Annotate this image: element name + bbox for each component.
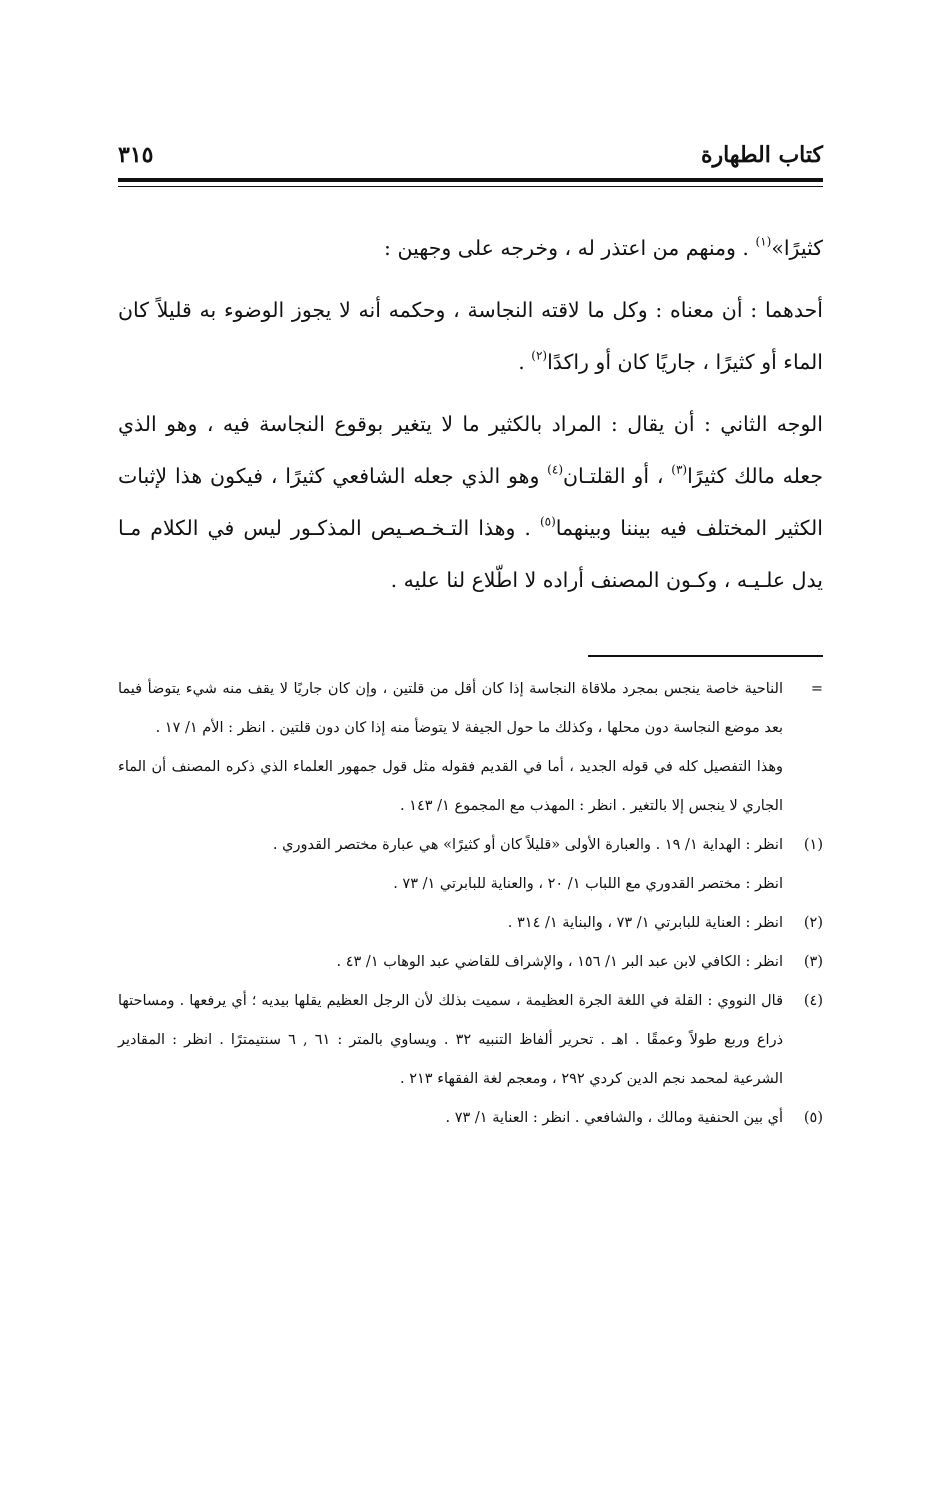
paragraph-text: وهو الذي جعله الشافعي كثيرًا ، فيكون هذا لإثبات الكثير المختلف فيه بيننا وبينهما [118, 464, 823, 540]
page-header [118, 142, 823, 176]
header-rule-thin [118, 186, 823, 187]
footnote-mark: (٥) [803, 1110, 823, 1126]
paragraph-text: . [518, 350, 532, 374]
footnote-mark: (٤) [803, 993, 823, 1009]
paragraph-text: . ومنهم من اعتذر له ، وخرجه على وجهين : [384, 236, 756, 260]
footnote-4 [118, 982, 823, 1099]
running-title: كتاب الطهارة [700, 142, 823, 168]
footnote-text: انظر : مختصر القدوري مع اللباب ١/ ٢٠ ، والعناية للبابرتي ١/ ٧٣ . [393, 876, 783, 892]
footnote-ref: (٥) [539, 514, 556, 529]
paragraph-text: أحدهما : أن معناه : وكل ما لاقته النجاسة ، وحكمه أنه لا يجوز الوضوء به قليلاً كان الماء أو كثيرًا ، جاريًا كان أو راكدًا [118, 298, 823, 374]
footnote-3 [118, 943, 823, 982]
footnote-mark: (٣) [803, 954, 823, 970]
footnotes [118, 670, 823, 1138]
footnote-mark: (٢) [803, 915, 823, 931]
footnote-text: وهذا التفصيل كله في قوله الجديد ، أما في القديم فقوله مثل قول جمهور العلماء الذي ذكره المصنف أن الماء الجاري لا ينجس إلا بالتغير . انظر : المهذب مع المجموع ١/ ١٤٣ . [118, 759, 783, 814]
footnote-1 [118, 826, 823, 865]
footnote-separator [588, 655, 823, 657]
paragraph-2 [118, 284, 823, 388]
paragraph-text: ، أو القلتـان [563, 464, 672, 488]
page-number: ٣١٥ [118, 142, 154, 168]
footnote-ref: (٣) [671, 462, 688, 477]
footnote-text: انظر : العناية للبابرتي ١/ ٧٣ ، والبناية ١/ ٣١٤ . [507, 915, 783, 931]
main-text [118, 222, 823, 616]
paragraph-3 [118, 398, 823, 606]
footnote-continuation [118, 670, 823, 748]
footnote-mark: = [810, 681, 823, 697]
footnote-ref: (٤) [547, 462, 563, 477]
paragraph-1 [118, 222, 823, 274]
paragraph-text: كثيرًا» [771, 236, 823, 260]
footnote-text: قال النووي : القلة في اللغة الجرة العظيمة ، سميت بذلك لأن الرجل العظيم يقلها بيديه ؛ أي يرفعها . ومساحتها ذراع وربع طولاً وعمقًا . اهـ . تحرير ألفاظ التنبيه ٣٢ . ويساوي بالمتر : ٦١ , ٦ سنتيمترًا . انظر : المقادير الشرعية لمحمد نجم الدين كردي ٢٩٢ ، ومعجم لغة الفقهاء ٢١٣ . [118, 993, 784, 1087]
footnote-text: الناحية خاصة ينجس بمجرد ملاقاة النجاسة إذا كان أقل من قلتين ، وإن كان جاريًا لا يقف منه شيء يتوضأ فيما بعد موضع النجاسة دون محلها ، وكذلك ما حول الجيفة لا يتوضأ منه إذا كان دون قلتين . انظر : الأم ١/ ١٧ . [118, 681, 783, 736]
footnote-text: أي بين الحنفية ومالك ، والشافعي . انظر : العناية ١/ ٧٣ . [445, 1110, 783, 1126]
header-rule-thick [118, 178, 823, 182]
paragraph-text: الوجه الثاني : أن يقال : المراد بالكثير ما لا يتغير بوقوع النجاسة فيه ، وهو الذي جعله مالك كثيرًا [118, 412, 823, 488]
footnote-mark: (١) [803, 837, 823, 853]
footnote-text: انظر : الكافي لابن عبد البر ١/ ١٥٦ ، والإشراف للقاضي عبد الوهاب ١/ ٤٣ . [336, 954, 783, 970]
footnote-ref: (١) [755, 234, 772, 249]
footnote-text: انظر : الهداية ١/ ١٩ . والعبارة الأولى «قليلاً كان أو كثيرًا» هي عبارة مختصر القدوري . [272, 837, 783, 853]
footnote-5 [118, 1099, 823, 1138]
footnote-ref: (٢) [531, 348, 548, 363]
paragraph-text: . وهذا التـخـصـيص المذكـور ليس في الكلام مـا يدل علـيـه ، وكـون المصنف أراده لا اطّلاع لنا عليه . [118, 516, 823, 592]
footnote-2 [118, 904, 823, 943]
